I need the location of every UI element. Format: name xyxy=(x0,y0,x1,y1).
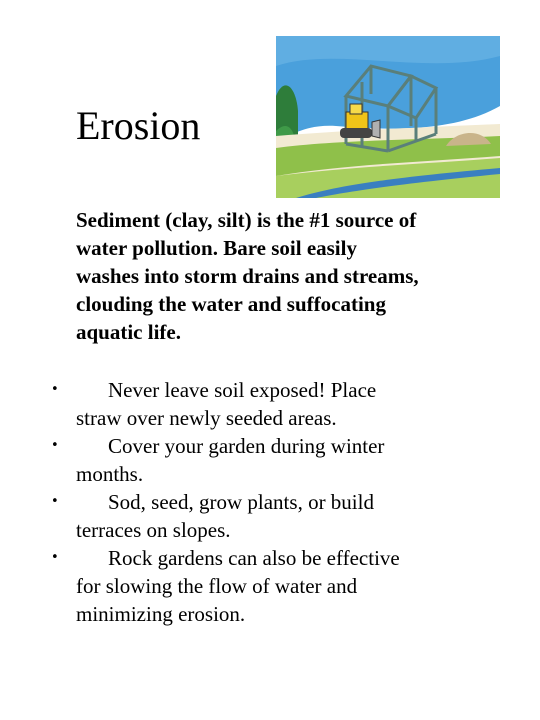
tip-text: months. xyxy=(76,462,144,486)
tip-text: Rock gardens can also be effective xyxy=(108,546,400,570)
list-item xyxy=(0,376,400,432)
tip-text: for slowing the flow of water and xyxy=(76,574,358,598)
page-title: Erosion xyxy=(76,103,201,148)
list-item xyxy=(0,544,400,628)
erosion-illustration xyxy=(276,36,500,198)
tip-text: minimizing erosion. xyxy=(76,602,246,626)
bullet-icon: • xyxy=(51,438,59,453)
intro-line: clouding the water and suffocating xyxy=(76,292,386,316)
bullet-icon: • xyxy=(51,550,59,565)
tip-text: straw over newly seeded areas. xyxy=(76,406,337,430)
tips-list xyxy=(0,376,400,628)
intro-line: washes into storm drains and streams, xyxy=(76,264,419,288)
intro-line: water pollution. Bare soil easily xyxy=(76,236,357,260)
list-item xyxy=(0,488,400,544)
list-item xyxy=(0,432,400,488)
tip-text: Sod, seed, grow plants, or build xyxy=(108,490,374,514)
intro-line: aquatic life. xyxy=(76,320,181,344)
tip-text: terraces on slopes. xyxy=(76,518,231,542)
bullet-icon: • xyxy=(51,382,59,397)
intro-line: Sediment (clay, silt) is the #1 source of xyxy=(76,208,417,232)
tip-text: Never leave soil exposed! Place xyxy=(108,378,377,402)
tip-text: Cover your garden during winter xyxy=(108,434,385,458)
bullet-icon: • xyxy=(51,494,59,509)
intro-paragraph xyxy=(76,206,496,346)
